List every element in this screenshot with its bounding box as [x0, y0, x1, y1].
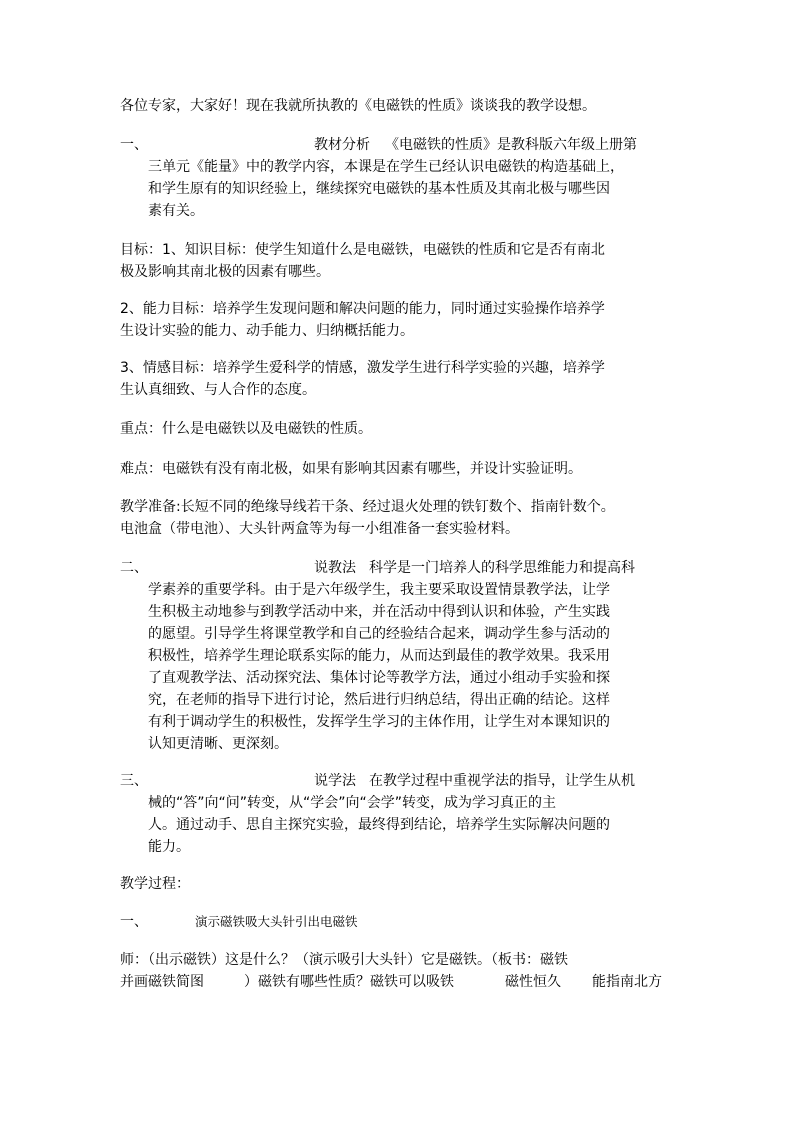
section2-line: 有利于调动学生的积极性，发挥学生学习的主体作用，让学生对本课知识的 — [148, 714, 610, 730]
goal2-line: 生设计实验的能力、动手能力、归纳概括能力。 — [120, 323, 414, 339]
section3-line: 在教学过程中重视学法的指导，让学生从机 — [369, 773, 635, 789]
step1-text: 演示磁铁吸大头针引出电磁铁 — [195, 914, 358, 929]
prep-line: 电池盒（带电池）、大头针两盒等为每一小组准备一套实验材料。 — [120, 521, 519, 537]
section2-line: 了直观教学法、活动探究法、集体讨论等教学方法，通过小组动手实验和探 — [148, 670, 610, 686]
process-title: 教学过程： — [120, 876, 190, 892]
section3-number: 三、 — [120, 773, 148, 789]
section2-line: 学素养的重要学科。由于是六年级学生，我主要采取设置情景教学法，让学 — [148, 582, 610, 598]
section3-line: 能力。 — [148, 839, 190, 855]
goal1-line: 目标：1、知识目标：使学生知道什么是电磁铁，电磁铁的性质和它是否有南北 — [120, 242, 605, 258]
section2-line: 认知更清晰、更深刻。 — [148, 736, 288, 752]
section1-number: 一、 — [120, 137, 148, 153]
goal2-line: 2、能力目标：培养学生发现问题和解决问题的能力，同时通过实验操作培养学 — [120, 301, 605, 317]
section1-heading: 教材分析 — [314, 137, 370, 153]
key-point: 重点：什么是电磁铁以及电磁铁的性质。 — [120, 421, 372, 437]
section1-line: 素有关。 — [148, 203, 204, 219]
section1-line: 三单元《能量》中的教学内容，本课是在学生已经认识电磁铁的构造基础上， — [148, 159, 624, 175]
section2-line: 生积极主动地参与到教学活动中来，并在活动中得到认识和体验，产生实践 — [148, 604, 610, 620]
section3-line: 械的“答”向“问”转变，从“学会”向“会学”转变，成为学习真正的主 — [148, 795, 557, 811]
section3-heading: 说学法 — [314, 773, 356, 789]
difficulty: 难点：电磁铁有没有南北极，如果有影响其因素有哪些，并设计实验证明。 — [120, 461, 582, 477]
section1-line: 《电磁铁的性质》是教科版六年级上册第 — [385, 137, 637, 153]
teacher-line-part: 磁性恒久 — [505, 974, 561, 990]
goal3-line: 生认真细致、与人合作的态度。 — [120, 382, 316, 398]
section1-line: 和学生原有的知识经验上，继续探究电磁铁的基本性质及其南北极与哪些因 — [148, 181, 610, 197]
goal1-line: 极及影响其南北极的因素有哪些。 — [120, 264, 330, 280]
section2-line: 的愿望。引导学生将课堂教学和自己的经验结合起来，调动学生参与活动的 — [148, 626, 610, 642]
teacher-line: 师：（出示磁铁）这是什么？（演示吸引大头针）它是磁铁。（板书：磁铁 — [120, 952, 568, 968]
goal3-line: 3、情感目标：培养学生爱科学的情感，激发学生进行科学实验的兴趣，培养学 — [120, 360, 605, 376]
section3-line: 人。通过动手、思自主探究实验，最终得到结论，培养学生实际解决问题的 — [148, 817, 610, 833]
teacher-line-part: ）磁铁有哪些性质？磁铁可以吸铁 — [244, 974, 454, 990]
section2-heading: 说教法 — [314, 560, 356, 576]
prep-line: 教学准备:长短不同的绝缘导线若干条、经过退火处理的铁钉数个、指南针数个。 — [120, 499, 615, 515]
teacher-line-part: 能指南北方 — [592, 974, 662, 990]
section2-number: 二、 — [120, 560, 148, 576]
intro-paragraph: 各位专家，大家好！现在我就所执教的《电磁铁的性质》谈谈我的教学设想。 — [120, 98, 596, 114]
section2-line: 积极性，培养学生理论联系实际的能力，从而达到最佳的教学效果。我采用 — [148, 648, 610, 664]
section2-line: 科学是一门培养人的科学思维能力和提高科 — [369, 560, 635, 576]
section2-line: 究，在老师的指导下进行讨论，然后进行归纳总结，得出正确的结论。这样 — [148, 692, 610, 708]
teacher-line-part: 并画磁铁简图 — [120, 974, 204, 990]
step1-number: 一、 — [120, 914, 148, 930]
